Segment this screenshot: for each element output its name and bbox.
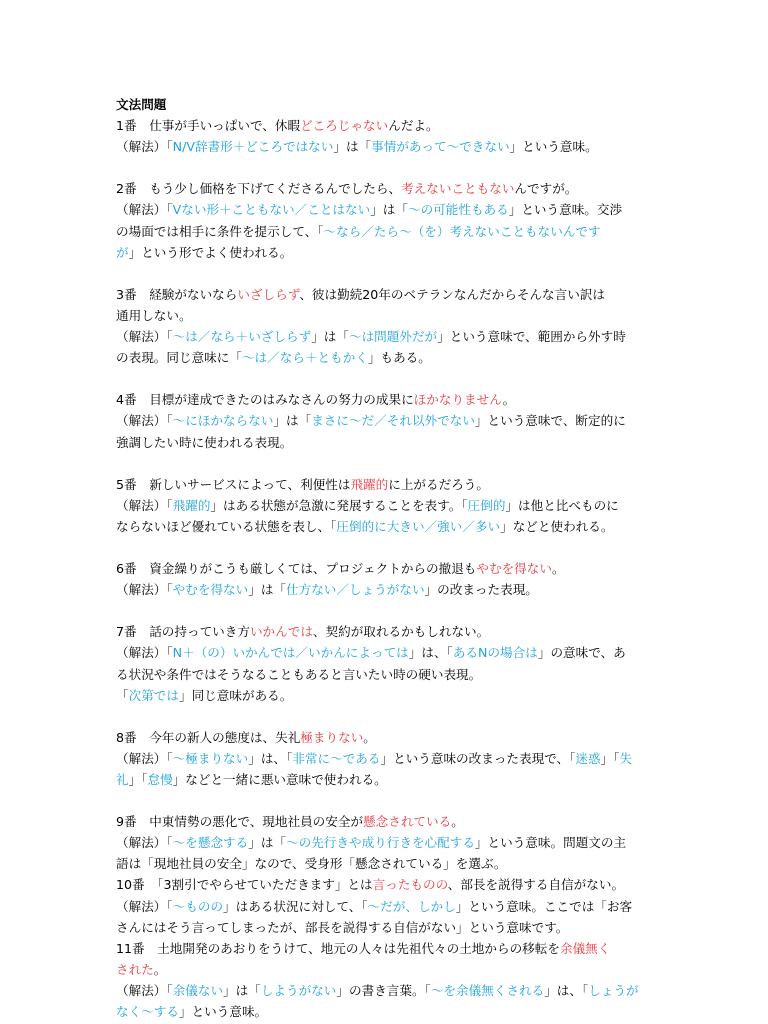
block-spacer [116, 368, 656, 389]
text-segment: 」は、「 [408, 645, 453, 661]
text-line [116, 664, 656, 685]
block-spacer [116, 706, 656, 727]
text-segment: 「 [116, 687, 129, 703]
text-segment: ならないほど優れている状態を表し、「 [116, 518, 337, 534]
text-segment: 」はある状況に対して、「 [223, 898, 368, 914]
text-segment: 」などと使われる。 [500, 518, 614, 534]
text-segment: （解法）「 [116, 982, 173, 998]
text-segment: 、彼は勤続20年のベテランなんだからそんな言い訳は [299, 286, 606, 302]
text-line [116, 727, 656, 748]
text-segment: 」の書き言葉。「 [336, 982, 431, 998]
meaning-highlight: 圧倒的 [467, 497, 506, 513]
text-segment: 」は「 [223, 982, 261, 998]
meaning-highlight: 〜ものの [172, 898, 224, 914]
text-segment: 語は「現地社員の安全」なので、受身形「懸念されている」を選ぶ。 [116, 856, 507, 872]
text-segment: 」は、「 [544, 982, 589, 998]
text-segment: 」という意味の改まった表現で、「 [380, 750, 576, 766]
text-segment: 4番 目標が達成できたのはみなさんの努力の成果に [116, 392, 414, 408]
text-segment: んですが。 [514, 181, 578, 197]
meaning-highlight: 怠慢 [147, 772, 173, 787]
question-block [116, 874, 656, 937]
text-segment: （解法）「 [116, 898, 173, 914]
meaning-highlight: 〜なら／たら〜（を）考えないこともないんです [323, 223, 601, 239]
text-segment: 」は、「 [248, 750, 293, 766]
meaning-highlight: やむを得ない [172, 582, 249, 598]
text-segment: （解法）「 [116, 497, 173, 513]
text-segment: 」などと一緒に悪い意味で使われる。 [172, 772, 387, 787]
text-line [116, 874, 656, 895]
text-segment: 」という意味。ここでは「お客 [455, 898, 633, 914]
text-segment: に上がるだろう。 [388, 476, 489, 492]
text-segment: 1番 仕事が手いっぱいで、休暇 [116, 118, 301, 134]
text-segment: 」もある。 [367, 350, 431, 366]
text-segment: んだよ。 [388, 118, 439, 134]
text-segment: （解法）「 [116, 202, 173, 218]
text-segment: 11番 土地開発のあおりをうけて、地元の人々は先祖代々の土地からの移転を [116, 940, 560, 956]
text-line [116, 896, 656, 917]
text-line [116, 199, 656, 220]
text-line [116, 579, 656, 600]
text-segment: 」は「 [370, 202, 408, 218]
block-spacer [116, 157, 656, 178]
text-segment: 」という意味。問題文の主 [474, 835, 627, 851]
text-line [116, 980, 656, 1001]
text-line [116, 432, 656, 453]
meaning-highlight: N＋（の）いかんでは／いかんによっては [172, 645, 409, 661]
meaning-highlight: 〜だが、しかし [367, 898, 456, 914]
question-block [116, 284, 656, 368]
text-segment: 」は「 [333, 139, 372, 155]
text-segment: 6番 資金繰りがこうも厳しくては、プロジェクトからの撤退も [116, 561, 477, 577]
text-segment: さんにはそう言ってしまったが、部長を説得する自信がない」という意味です。 [116, 919, 569, 935]
meaning-highlight: 非常に〜である [292, 750, 381, 766]
text-segment: 、部長を説得する自信がない。 [447, 877, 625, 893]
text-line [116, 938, 656, 959]
meaning-highlight: 失 [619, 750, 633, 766]
text-line [116, 1001, 656, 1022]
text-segment: 」の改まった表現。 [424, 582, 538, 598]
block-spacer [116, 537, 656, 558]
answer-highlight: 言ったものの [372, 877, 448, 893]
text-line [116, 516, 656, 537]
text-segment: 9番 中東情勢の悪化で、現地社員の安全が [116, 814, 364, 830]
text-segment: 」「 [128, 772, 148, 787]
text-line [116, 178, 656, 199]
text-segment: 3番 経験がないなら [116, 286, 238, 302]
answer-highlight: された [116, 961, 154, 977]
text-segment: 」という意味で、断定的に [474, 413, 626, 429]
block-spacer [116, 790, 656, 811]
meaning-highlight: 〜極まりない [172, 750, 249, 766]
text-line [116, 853, 656, 874]
meaning-highlight: 飛躍的 [172, 497, 211, 513]
text-segment: 。 [502, 392, 516, 408]
question-block [116, 178, 656, 262]
text-segment: 。 [551, 561, 565, 577]
block-spacer [116, 263, 656, 284]
text-segment: の場面では相手に条件を提示して、「 [116, 223, 324, 239]
question-block [116, 389, 656, 452]
text-segment: 」という意味。 [509, 139, 598, 155]
text-segment: 」同じ意味がある。 [178, 687, 293, 703]
text-segment: 2番 もう少し価格を下げてくださるんでしたら、 [116, 181, 402, 197]
text-segment: 」は「 [273, 413, 312, 429]
text-segment: 」「 [600, 750, 620, 766]
text-segment: 」という形でよく使われる。 [128, 244, 293, 260]
meaning-highlight: N/V辞書形＋どころではない [172, 139, 334, 155]
text-line [116, 115, 656, 136]
question-block [116, 938, 656, 1022]
text-segment: 」という意味で、範囲から外す時 [437, 329, 626, 345]
meaning-highlight: しょうが [588, 982, 639, 998]
text-segment: 」という意味。交渉 [508, 202, 623, 218]
question-block [116, 474, 656, 537]
text-line [116, 642, 656, 663]
question-block [116, 558, 656, 600]
meaning-highlight: 事情があって〜できない [371, 139, 510, 155]
answer-highlight: やむを得ない [476, 561, 552, 577]
text-segment: 強調したい時に使われる表現。 [116, 434, 293, 450]
answer-highlight: 極まりない [300, 729, 364, 745]
question-block [116, 727, 656, 790]
text-line [116, 621, 656, 642]
meaning-highlight: が [116, 244, 129, 260]
meaning-highlight: 〜の可能性もある [407, 202, 509, 218]
question-block [116, 115, 656, 157]
question-block [116, 811, 656, 874]
text-segment: （解法）「 [116, 329, 173, 345]
text-segment: 」はある状態が急激に発展することを表す。「 [210, 497, 468, 513]
meaning-highlight: あるNの場合は [452, 645, 538, 661]
text-line [116, 748, 656, 769]
text-line [116, 474, 656, 495]
text-line [116, 410, 656, 431]
meaning-highlight: 〜の先行きや成り行きを心配する [286, 835, 475, 851]
text-segment: （解法）「 [116, 645, 173, 661]
text-line [116, 558, 656, 579]
text-line [116, 811, 656, 832]
text-segment: 」は「 [248, 582, 287, 598]
text-line [116, 284, 656, 305]
text-segment: 10番 「3割引でやらせていただきます」とは [116, 877, 373, 893]
text-segment: 8番 今年の新人の態度は、失礼 [116, 729, 301, 745]
meaning-highlight: 圧倒的に大きい／強い／多い [336, 518, 501, 534]
text-segment: 」は「 [248, 835, 287, 851]
text-segment: 。 [451, 814, 464, 830]
meaning-highlight: 余儀ない [172, 982, 224, 998]
text-line [116, 326, 656, 347]
text-segment: （解法）「 [116, 413, 173, 429]
answer-highlight: どころじゃない [300, 118, 389, 134]
text-line [116, 347, 656, 368]
meaning-highlight: 〜は／なら＋ともかく [241, 350, 368, 366]
text-segment: （解法）「 [116, 139, 173, 155]
answer-highlight: 懸念されている [363, 814, 452, 830]
text-segment: 5番 新しいサービスによって、利便性は [116, 476, 351, 492]
text-segment: の表現。同じ意味に「 [116, 350, 242, 366]
text-line [116, 959, 656, 980]
question-list [116, 115, 656, 1022]
text-line [116, 389, 656, 410]
document-title: 文法問題 [116, 97, 167, 112]
meaning-highlight: 仕方ない／しょうがない [286, 582, 425, 598]
text-segment: 、契約が取れるかもしれない。 [312, 624, 490, 640]
meaning-highlight: なく〜する [116, 1004, 179, 1020]
text-line [116, 221, 656, 242]
text-segment: （解法）「 [116, 750, 173, 766]
meaning-highlight: 迷惑 [575, 750, 601, 766]
text-segment: （解法）「 [116, 582, 173, 598]
text-line [116, 685, 656, 706]
text-segment: 。 [153, 961, 167, 977]
text-segment: 」は他と比べものに [505, 497, 619, 513]
text-line [116, 242, 656, 263]
text-line [116, 136, 656, 157]
meaning-highlight: 次第では [128, 687, 179, 703]
text-segment: 」の意味で、あ [537, 645, 626, 661]
answer-highlight: いかんでは [249, 624, 313, 640]
question-block [116, 621, 656, 705]
text-segment: る状況や条件ではそうなることもあると言いたい時の硬い表現。 [116, 666, 482, 682]
text-segment: 。 [363, 729, 376, 745]
answer-highlight: ほかなりません [413, 392, 503, 408]
text-line [116, 832, 656, 853]
text-segment: 7番 話の持っていき方 [116, 624, 250, 640]
meaning-highlight: Vない形＋こともない／ことはない [172, 202, 371, 218]
answer-highlight: 飛躍的 [350, 476, 389, 492]
meaning-highlight: 〜は問題外だが [348, 329, 438, 345]
meaning-highlight: しようがない [260, 982, 337, 998]
block-spacer [116, 600, 656, 621]
meaning-highlight: 〜を余儀無くされる [430, 982, 545, 998]
meaning-highlight: 礼 [116, 772, 129, 787]
meaning-highlight: 〜は／なら＋いざしらず [172, 329, 312, 345]
text-segment: 通用しない。 [116, 307, 192, 323]
text-line [116, 917, 656, 938]
text-line [116, 769, 656, 790]
block-spacer [116, 453, 656, 474]
text-segment: 」は「 [311, 329, 349, 345]
text-line [116, 495, 656, 516]
grammar-document [116, 94, 656, 1022]
text-segment: （解法）「 [116, 835, 173, 851]
meaning-highlight: 〜を懸念する [172, 835, 249, 851]
answer-highlight: いざしらず [237, 286, 300, 302]
text-line [116, 305, 656, 326]
answer-highlight: 考えないこともない [401, 181, 515, 197]
answer-highlight: 余儀無く [559, 940, 611, 956]
text-segment: 」という意味。 [178, 1004, 268, 1020]
meaning-highlight: まさに〜だ／それ以外でない [311, 413, 475, 429]
meaning-highlight: 〜にほかならない [172, 413, 274, 429]
